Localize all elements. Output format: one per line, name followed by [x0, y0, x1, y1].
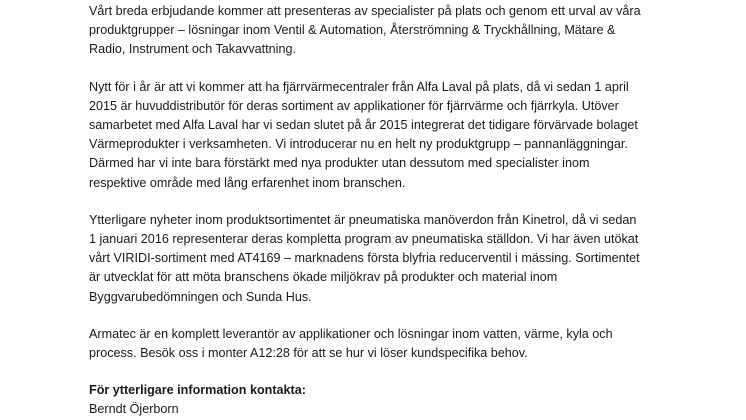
text-line: är utvecklat för att möta branschens ökade miljökrav på produkter och material inom [89, 270, 558, 285]
paragraph-alfa-laval [89, 78, 689, 193]
document-page [89, 0, 689, 420]
paragraph-offering [89, 2, 689, 60]
text-line: Radio, Instrument och Takavvattning. [89, 42, 296, 57]
text-line: Nytt för i år är att vi kommer att ha fjärrvärmecentraler från Alfa Laval på plats, då vi sedan 1 april [89, 79, 629, 94]
text-line: Armatec är en komplett leverantör av applikationer och lösningar inom vatten, värme, kyla och [89, 326, 613, 341]
text-line: samarbetet med Alfa Laval har vi sedan slutet på år 2015 integrerat det tidigare förvärvade bolaget [89, 118, 638, 133]
text-line: Därmed har vi inte bara förstärkt med nya produkter utan dessutom med specialister inom [89, 156, 590, 171]
top-cut-text [89, 0, 689, 2]
text-line: Vårt breda erbjudande kommer att presenteras av specialister på plats och genom ett urval av våra [89, 4, 641, 18]
paragraph-kinetrol [89, 211, 689, 307]
text-line: vårt VIRIDI-sortiment med AT4169 – marknadens första blyfria reducerventil i mässing. Sortimentet [89, 251, 640, 266]
text-line: produktgrupper – lösningar inom Ventil & Automation, Återströmning & Tryckhållning, Mätare & [89, 23, 616, 38]
text-line: 1 januari 2016 representerar deras kompletta program av pneumatiska ställdon. Vi har även utökat [89, 232, 639, 247]
top-cut-line [89, 0, 689, 2]
contact-heading: För ytterligare information kontakta: [89, 383, 306, 398]
text-line: respektive område med lång erfarenhet inom branschen. [89, 175, 406, 190]
text-line: Värmeprodukter i verksamheten. Vi introducerar nu en helt ny produktgrupp – pannanläggningar. [89, 137, 628, 152]
text-line: process. Besök oss i monter A12:28 för att se hur vi löser kundspecifika behov. [89, 346, 528, 361]
text-line: Ytterligare nyheter inom produktsortimentet är pneumatiska manöverdon från Kinetrol, då vi sedan [89, 212, 637, 227]
text-line: 2015 är huvuddistributör för deras sortiment av applikationer för fjärrvärme och fjärrkyla. Utöver [89, 98, 619, 113]
text-line: Byggvarubedömningen och Sunda Hus. [89, 289, 312, 304]
paragraph-armatec [89, 325, 689, 363]
contact-name: Berndt Öjerborn [89, 402, 179, 417]
